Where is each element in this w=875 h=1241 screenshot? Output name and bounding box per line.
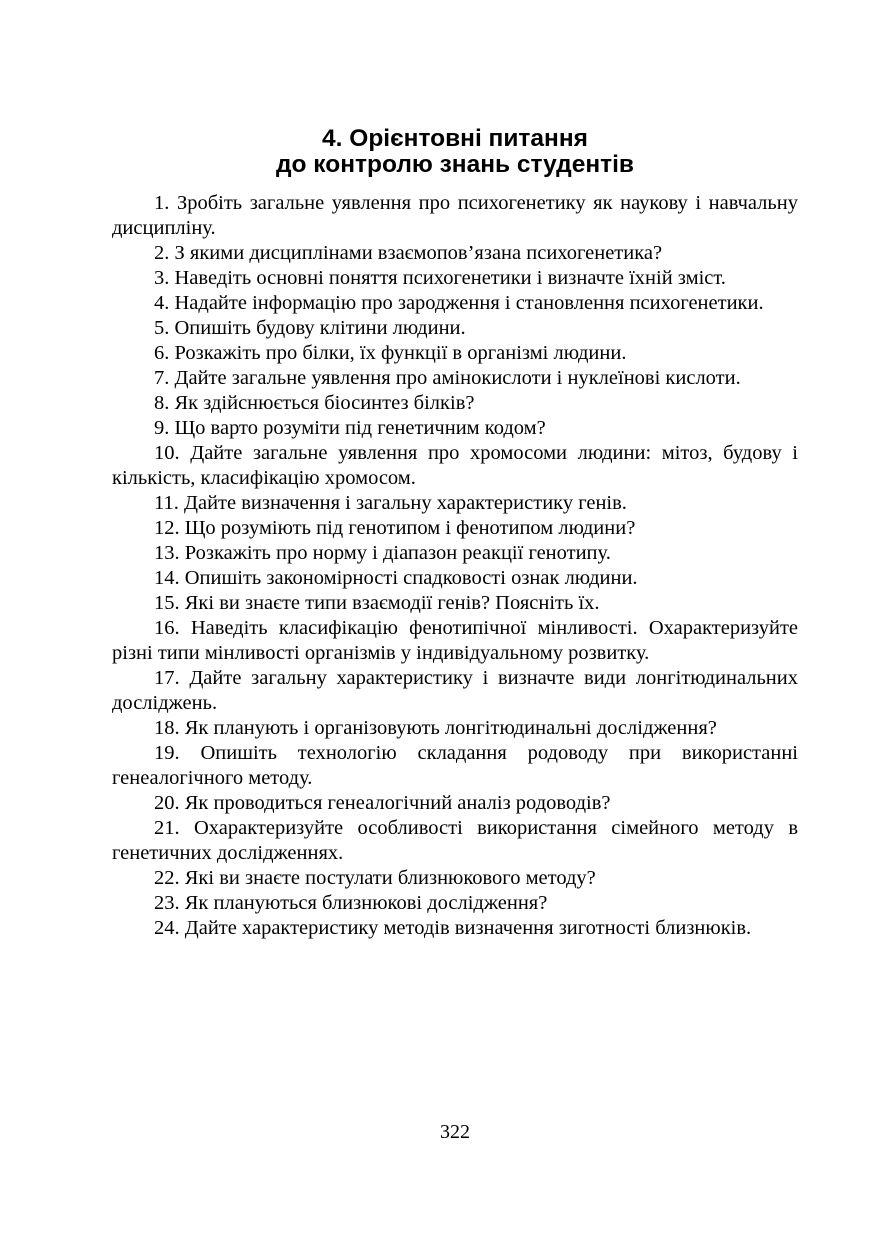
page-number: 322 [440,1121,470,1143]
question-item: 5. Опишіть будову клітини людини. [154,317,466,339]
question-item: 9. Що варто розуміти під генетичним кодом? [154,417,546,439]
section-heading [0,126,875,178]
question-item: 23. Як плануються близнюкові дослідження? [154,892,548,914]
question-item: 21. Охарактеризуйте особливості використання сімейного методу в генетичних дослідженнях. [112,817,798,864]
section-heading-line-2: до контролю знань студентів [275,151,634,178]
question-item: 16. Наведіть класифікацію фенотипічної мінливості. Охарактеризуйте різні типи мінливості організмів у індивідуальному розвитку. [112,617,798,664]
question-item: 7. Дайте загальне уявлення про амінокислоти і нуклеїнові кислоти. [154,367,741,389]
question-list [112,191,798,941]
question-item: 13. Розкажіть про норму і діапазон реакції генотипу. [154,542,611,564]
question-item: 24. Дайте характеристику методів визначення зиготності близнюків. [154,917,752,939]
question-item: 2. З якими дисциплінами взаємопов’язана психогенетика? [154,242,663,264]
question-item: 8. Як здійснюється біосинтез білків? [154,392,475,414]
question-item: 10. Дайте загальне уявлення про хромосоми людини: мітоз, будову і кількість, класифікацію хромосом. [112,442,798,489]
question-item: 14. Опишіть закономірності спадковості ознак людини. [154,567,638,589]
question-item: 22. Які ви знаєте постулати близнюкового методу? [154,867,596,889]
question-item: 18. Як планують і організовують лонгітюдинальні дослідження? [154,717,717,739]
question-item: 20. Як проводиться генеалогічний аналіз родоводів? [154,792,611,814]
question-item: 15. Які ви знаєте типи взаємодії генів? Поясніть їх. [154,592,600,614]
question-item: 17. Дайте загальну характеристику і визначте види лонгітюдинальних досліджень. [112,667,798,714]
question-item: 19. Опишіть технологію складання родоводу при використанні генеалогічного методу. [112,742,798,789]
question-item: 1. Зробіть загальне уявлення про психогенетику як наукову і навчальну дисципліну. [112,192,798,239]
question-item: 12. Що розуміють під генотипом і фенотипом людини? [154,517,636,539]
question-item: 3. Наведіть основні поняття психогенетики і визначте їхній зміст. [154,267,726,289]
section-heading-line-1: 4. Орієнтовні питання [322,125,588,152]
question-item: 4. Надайте інформацію про зародження і становлення психогенетики. [154,292,764,314]
question-item: 11. Дайте визначення і загальну характеристику генів. [154,492,627,514]
question-item: 6. Розкажіть про білки, їх функції в організмі людини. [154,342,627,364]
